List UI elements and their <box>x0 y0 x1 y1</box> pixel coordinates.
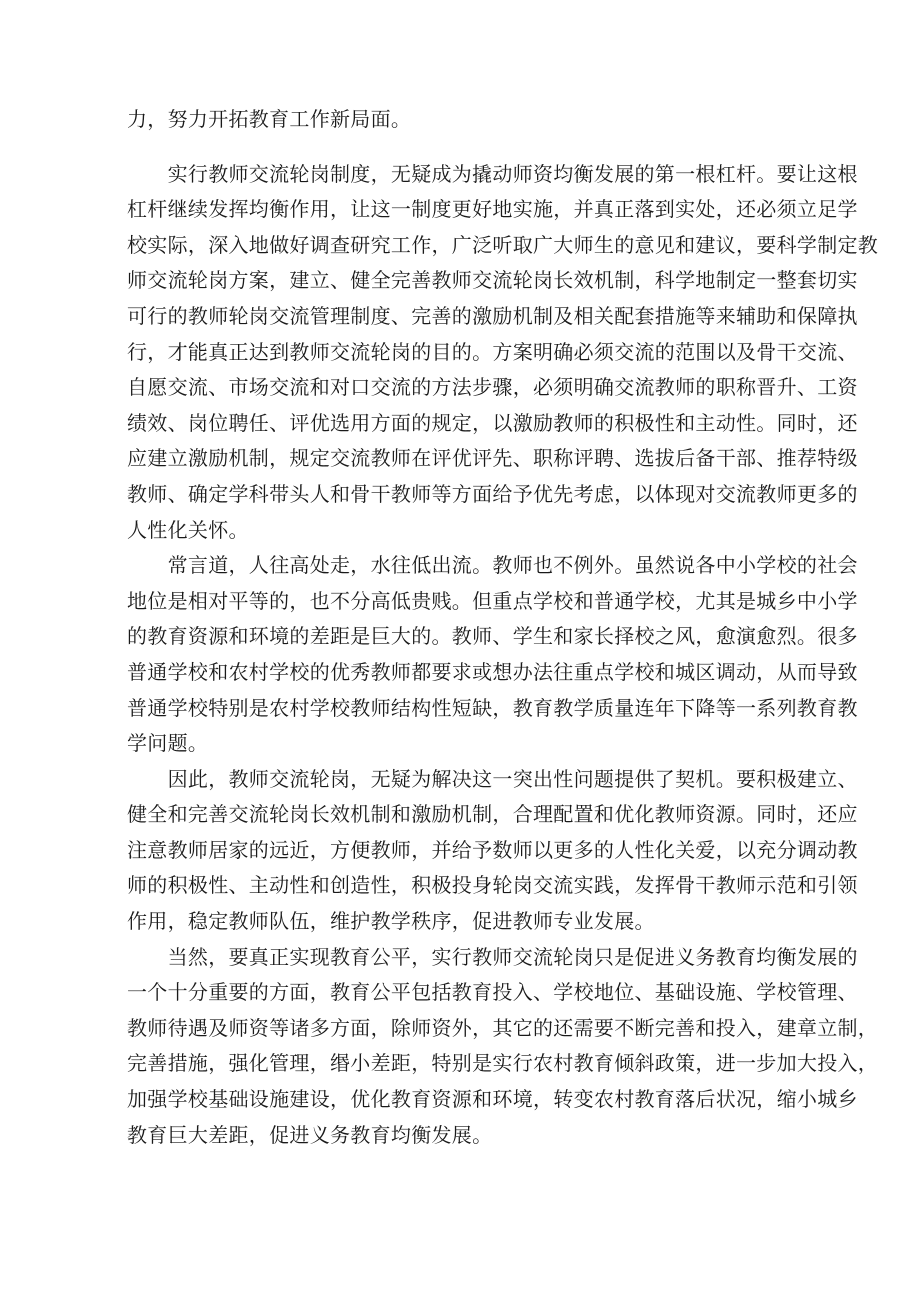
text-line: 可行的教师轮岗交流管理制度、完善的激励机制及相关配套措施等来辅助和保障执 <box>127 303 858 328</box>
text-line: 杠杆继续发挥均衡作用，让这一制度更好地实施，并真正落到实处，还必须立足学 <box>127 197 858 222</box>
text-line: 一个十分重要的方面，教育公平包括教育投入、学校地位、基础设施、学校管理、 <box>127 980 858 1005</box>
text-line: 教师、确定学科带头人和骨干教师等方面给予优先考虑，以体现对交流教师更多的 <box>127 481 858 506</box>
text-line: 力，努力开拓教育工作新局面。 <box>127 107 412 131</box>
text-line: 的教育资源和环境的差距是巨大的。教师、学生和家长择校之风，愈演愈烈。很多 <box>127 624 858 649</box>
text-line: 自愿交流、市场交流和对口交流的方法步骤，必须明确交流教师的职称晋升、工资 <box>127 375 858 400</box>
text-line: 校实际，深入地做好调查研究工作，广泛听取广大师生的意见和建议，要科学制定教 <box>127 232 879 257</box>
paragraph-conclusion <box>127 940 879 1154</box>
text-line: 师的积极性、主动性和创造性，积极投身轮岗交流实践，发挥骨干教师示范和引领 <box>127 873 858 898</box>
document-body <box>127 102 879 1153</box>
paragraph-rotation-system <box>127 157 879 549</box>
text-line: 普通学校和农村学校的优秀教师都要求或想办法往重点学校和城区调动，从而导致 <box>127 659 858 684</box>
text-line: 绩效、岗位聘任、评优选用方面的规定，以激励教师的积极性和主动性。同时，还 <box>127 410 858 435</box>
text-line: 普通学校特别是农村学校教师结构性短缺，教育教学质量连年下降等一系列教育教 <box>127 695 858 720</box>
text-line: 地位是相对平等的，也不分高低贵贱。但重点学校和普通学校，尤其是城乡中小学 <box>127 588 858 613</box>
text-line: 学问题。 <box>127 731 209 756</box>
text-line: 教育巨大差距，促进义务教育均衡发展。 <box>127 1122 493 1147</box>
paragraph-therefore <box>127 762 858 940</box>
text-line: 注意教师居家的远近，方便教师，并给予数师以更多的人性化关爱，以充分调动教 <box>127 837 858 862</box>
paragraph-common-saying <box>127 548 858 762</box>
text-line: 健全和完善交流轮岗长效机制和激励机制，合理配置和优化教师资源。同时，还应 <box>127 802 858 827</box>
text-line: 完善措施，强化管理，缗小差距，特别是实行农村教育倾斜政策，进一步加大投入， <box>127 1051 879 1076</box>
text-line: 应建立激励机制，规定交流教师在评优评先、职称评聘、选拔后备干部、推荐特级 <box>127 446 858 471</box>
text-line: 当然，要真正实现教育公平，实行教师交流轮岗只是促进义务教育均衡发展的 <box>127 944 858 969</box>
text-line: 因此，教师交流轮岗，无疑为解决这一突出性问题提供了契机。要积极建立、 <box>127 766 858 791</box>
paragraph-intro-tail <box>127 102 819 138</box>
text-line: 教师待遇及师资等诸多方面，除师资外，其它的还需要不断完善和投入，建章立制， <box>127 1015 879 1040</box>
text-line: 作用，稳定教师队伍，维护教学秩序，促进教师专业发展。 <box>127 909 655 934</box>
text-line: 加强学校基础设施建设，优化教育资源和环境，转变农村教育落后状况，缩小城乡 <box>127 1087 858 1112</box>
text-line: 常言道，人往高处走，水往低出流。教师也不例外。虽然说各中小学校的社会 <box>127 553 858 578</box>
text-line: 师交流轮岗方案，建立、健全完善教师交流轮岗长效机制，科学地制定一整套切实 <box>127 268 858 293</box>
text-line: 人性化关怀。 <box>127 517 249 542</box>
text-line: 实行教师交流轮岗制度，无疑成为撬动师资均衡发展的第一根杠杆。要让这根 <box>127 161 858 186</box>
text-line: 行，才能真正达到教师交流轮岗的目的。方案明确必须交流的范围以及骨干交流、 <box>127 339 858 364</box>
